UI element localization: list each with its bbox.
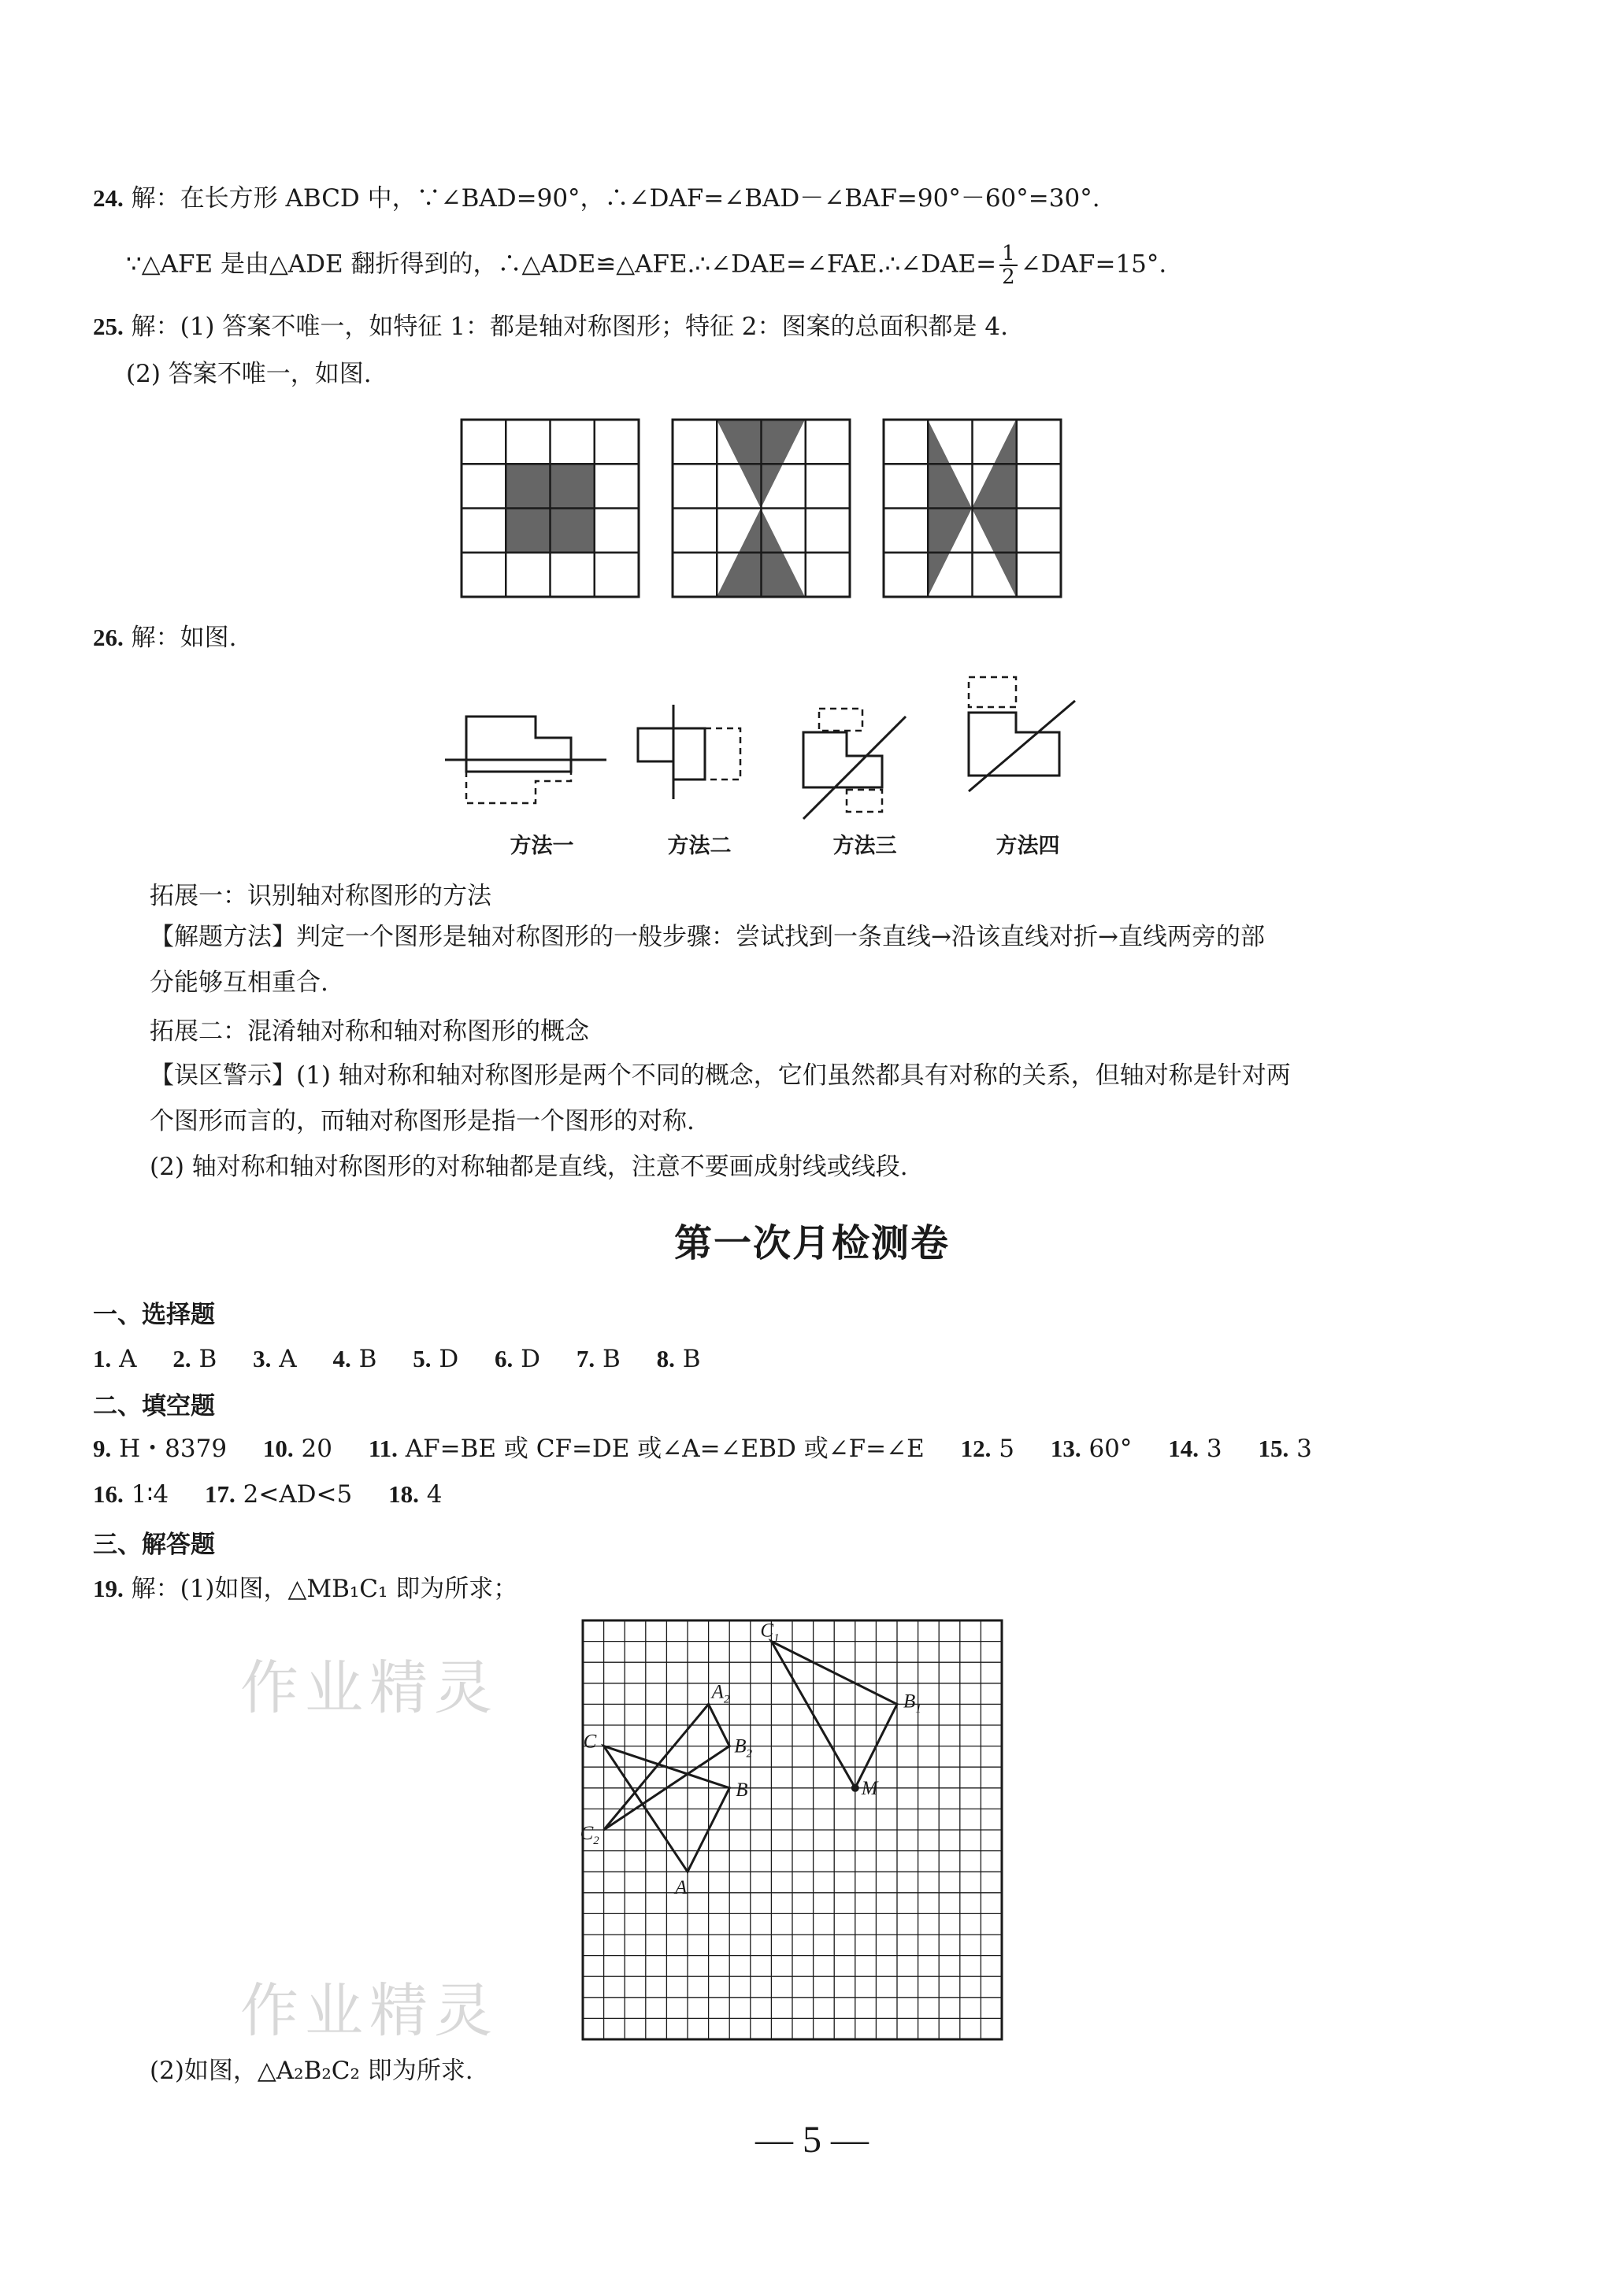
q26-number: 26.	[93, 624, 124, 651]
answer-item: 13. 60°	[1050, 1435, 1133, 1463]
answer-item: 17. 2<AD<5	[204, 1480, 353, 1509]
section2-row1	[93, 1433, 1340, 1465]
extension-2-heading: 拓展二：混淆轴对称和轴对称图形的概念	[150, 1017, 589, 1046]
q25-figure	[461, 419, 1067, 602]
q26-text1: 解：如图.	[131, 624, 237, 652]
answer-item: 11. AF=BE 或 CF=DE 或∠A=∠EBD 或∠F=∠E	[368, 1435, 925, 1463]
q26-line1	[93, 622, 236, 654]
section2-row2	[93, 1479, 470, 1510]
answer-item: 2. B	[172, 1345, 217, 1373]
warning-line3: (2) 轴对称和轴对称图形的对称轴都是直线，注意不要画成射线或线段.	[150, 1153, 908, 1181]
method-3-diagram	[803, 709, 906, 819]
grid-pattern-3	[884, 420, 1061, 597]
answer-item: 9. H・8379	[93, 1435, 228, 1463]
q25-text1: 解：(1) 答案不唯一，如特征 1：都是轴对称图形；特征 2：图案的总面积都是 4.	[131, 313, 1008, 341]
answer-item: 7. B	[576, 1345, 621, 1373]
point-label-a2: $A_2$	[711, 1681, 730, 1706]
q19-text1: 解：(1)如图，△MB₁C₁ 即为所求；	[131, 1575, 518, 1603]
extension-1-heading: 拓展一：识别轴对称图形的方法	[150, 882, 491, 910]
point-label-c: C	[583, 1731, 597, 1753]
answer-item: 3. A	[253, 1345, 297, 1373]
point-label-b2: $B_2$	[734, 1735, 752, 1761]
method-2-diagram	[638, 705, 740, 799]
method-4-diagram	[969, 677, 1075, 791]
answer-item: 6. D	[495, 1345, 541, 1373]
watermark: 作业精灵	[240, 1654, 499, 1722]
answer-item: 15. 3	[1258, 1435, 1312, 1463]
point-label-c1: $C_1$	[760, 1620, 780, 1645]
section3-heading: 三、解答题	[93, 1531, 215, 1559]
answer-item: 4. B	[332, 1345, 377, 1373]
coordinate-grid	[583, 1620, 1002, 2039]
q25-line2: (2) 答案不唯一，如图.	[126, 360, 372, 388]
q25-number: 25.	[93, 313, 124, 340]
fraction-half	[999, 243, 1018, 288]
q24-text2b: ∠DAF=15°.	[1020, 250, 1167, 279]
answer-item: 16. 1∶4	[93, 1480, 169, 1509]
point-m	[851, 1784, 859, 1792]
answer-item: 12. 5	[960, 1435, 1014, 1463]
answer-item: 10. 20	[262, 1435, 332, 1463]
section1-heading: 一、选择题	[93, 1301, 215, 1329]
point-label-a: A	[675, 1877, 688, 1899]
answer-item: 5. D	[413, 1345, 459, 1373]
section1-answers	[93, 1343, 729, 1375]
warning-line2: 个图形而言的，而轴对称图形是指一个图形的对称.	[150, 1107, 695, 1135]
page-number: — 5 —	[755, 2119, 869, 2161]
caption-method-3: 方法三	[832, 834, 897, 858]
point-label-m: M	[861, 1777, 878, 1799]
q24-text2a: ∵△AFE 是由△ADE 翻折得到的，∴△ADE≌△AFE.∴∠DAE=∠FAE.∴∠DAE=	[126, 250, 997, 279]
q26-figure	[441, 673, 1103, 823]
fraction-numerator: 1	[999, 243, 1018, 266]
point-label-b: B	[736, 1779, 748, 1801]
q24-text1: 解：在长方形 ABCD 中，∵∠BAD=90°，∴∠DAF=∠BAD－∠BAF=90°－60°=30°.	[131, 184, 1100, 213]
answer-item: 8. B	[656, 1345, 701, 1373]
q19-line2: (2)如图，△A₂B₂C₂ 即为所求.	[150, 2057, 473, 2085]
grid-pattern-1	[462, 420, 639, 597]
section2-heading: 二、填空题	[93, 1392, 215, 1420]
point-label-c2: $C_2$	[580, 1823, 599, 1847]
caption-method-1: 方法一	[510, 834, 574, 858]
q19-line1	[93, 1573, 517, 1605]
answer-item: 18. 4	[388, 1480, 443, 1509]
method-1-diagram	[445, 717, 606, 803]
answer-item: 14. 3	[1168, 1435, 1222, 1463]
grid-pattern-2	[673, 420, 850, 597]
q24-line1	[93, 183, 1100, 214]
watermark: 作业精灵	[240, 1977, 499, 2045]
q19-number: 19.	[93, 1575, 124, 1602]
fraction-denominator: 2	[1002, 265, 1015, 289]
method-line1: 【解题方法】判定一个图形是轴对称图形的一般步骤：尝试找到一条直线→沿该直线对折→直线两旁的部	[150, 923, 1265, 951]
q24-line2	[126, 243, 1166, 288]
caption-method-4: 方法四	[996, 834, 1060, 858]
q24-number: 24.	[93, 184, 124, 212]
q19-grid-figure	[580, 1620, 1004, 2040]
point-label-b1: $B_1$	[903, 1691, 921, 1716]
method-line2: 分能够互相重合.	[150, 968, 328, 997]
warning-line1: 【误区警示】(1) 轴对称和轴对称图形是两个不同的概念，它们虽然都具有对称的关系，但轴对称是针对两	[150, 1061, 1291, 1090]
q25-line1	[93, 311, 1008, 343]
caption-method-2: 方法二	[667, 834, 732, 858]
answer-item: 1. A	[93, 1345, 137, 1373]
test-title: 第一次月检测卷	[673, 1221, 950, 1265]
